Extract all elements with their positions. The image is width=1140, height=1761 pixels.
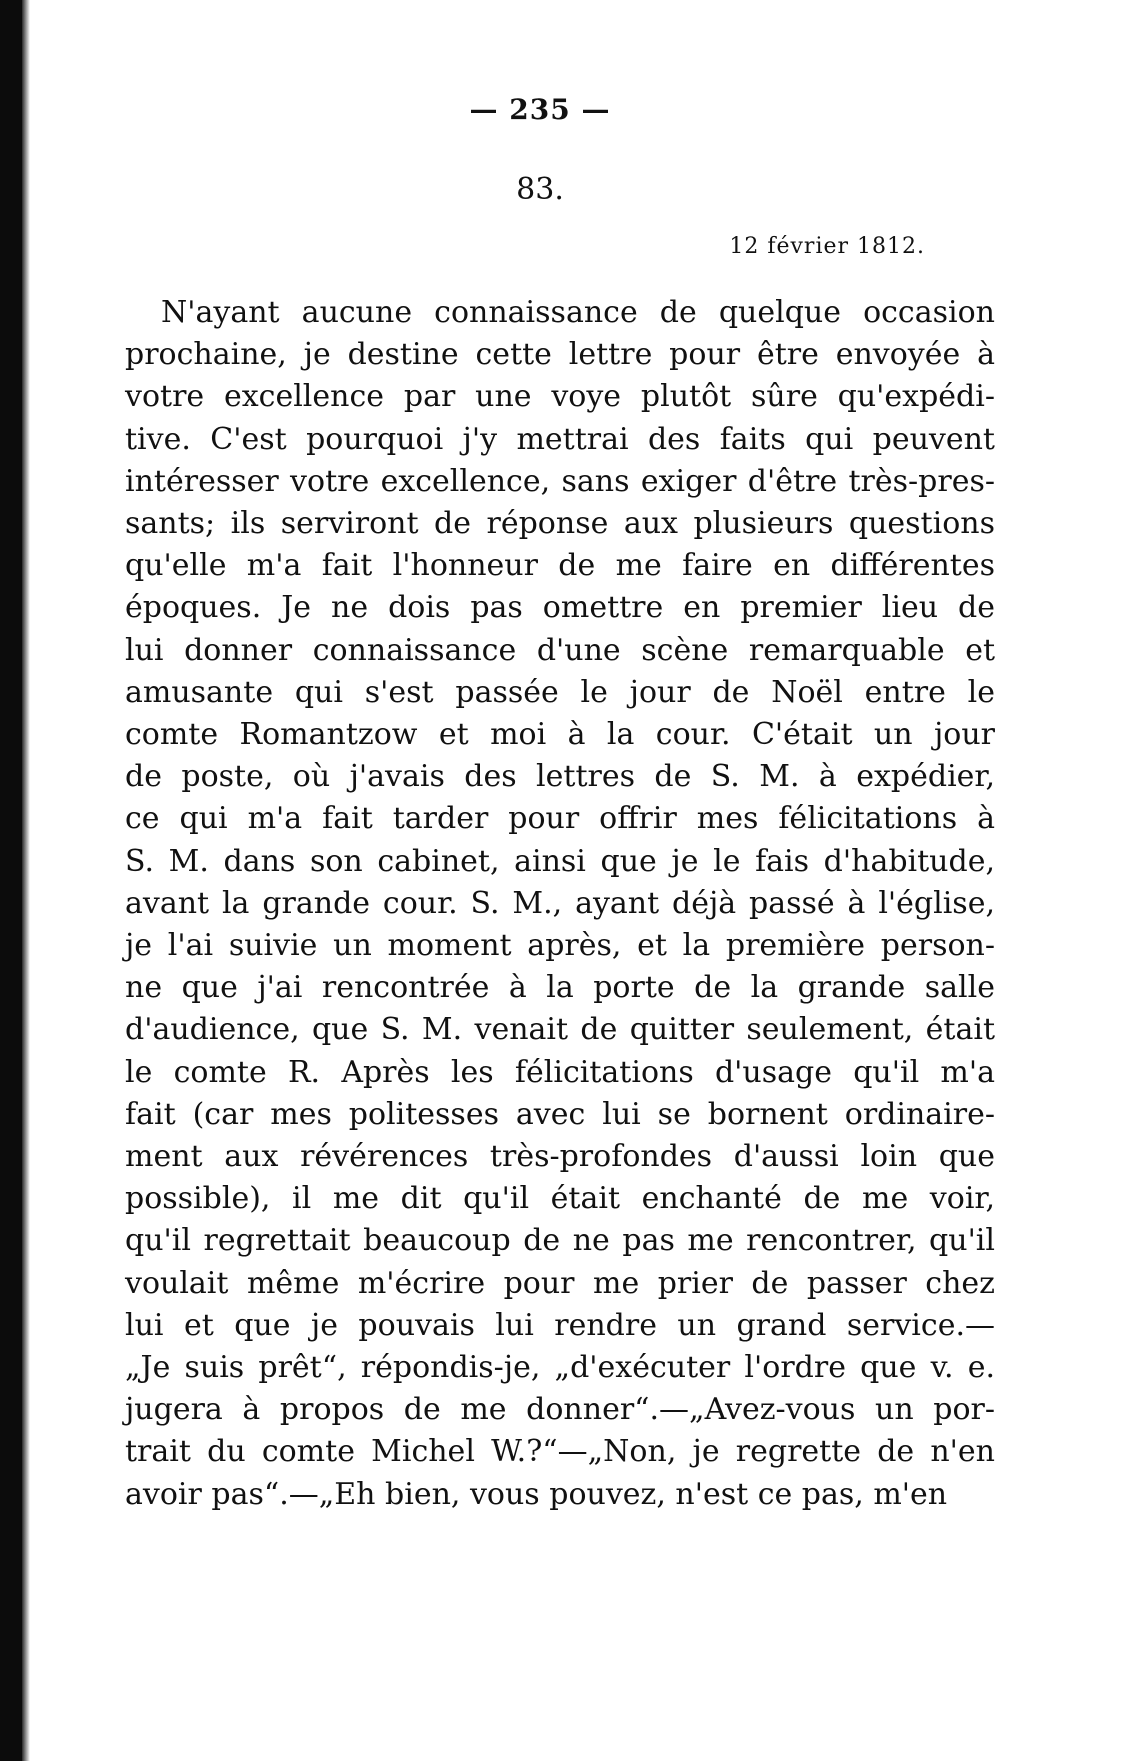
text-line: lui et que je pouvais lui rendre un grand service.— xyxy=(125,1307,995,1343)
letter-body xyxy=(125,292,995,1516)
text-line: ment aux révérences très-profondes d'aussi loin que xyxy=(125,1139,995,1175)
letter-date: 12 février 1812. xyxy=(729,234,925,259)
text-line: trait du comte Michel W.?“—„Non, je regrette de n'en xyxy=(125,1434,995,1470)
text-line: jugera à propos de me donner“.—„Avez-vous un por- xyxy=(125,1392,995,1428)
book-page xyxy=(125,90,995,1516)
text-line: S. M. dans son cabinet, ainsi que je le fais d'habitude, xyxy=(125,843,995,879)
text-line: „Je suis prêt“, répondis-je, „d'exécuter l'ordre que v. e. xyxy=(125,1350,995,1386)
scan-binding-shadow xyxy=(22,0,30,1761)
text-line: fait (car mes politesses avec lui se bornent ordinaire- xyxy=(125,1096,995,1132)
text-line: de poste, où j'avais des lettres de S. M. à expédier, xyxy=(125,759,995,795)
text-line: comte Romantzow et moi à la cour. C'était un jour xyxy=(125,717,995,753)
text-line: qu'il regrettait beaucoup de ne pas me rencontrer, qu'il xyxy=(125,1223,995,1259)
text-line: intéresser votre excellence, sans exiger d'être très-pres- xyxy=(125,463,995,499)
text-line: ne que j'ai rencontrée à la porte de la grande salle xyxy=(125,970,995,1006)
text-line: sants; ils serviront de réponse aux plusieurs questions xyxy=(125,506,995,542)
text-line: possible), il me dit qu'il était enchanté de me voir, xyxy=(125,1181,995,1217)
text-line: votre excellence par une voye plutôt sûre qu'expédi- xyxy=(125,379,995,415)
text-line: prochaine, je destine cette lettre pour être envoyée à xyxy=(125,337,995,373)
text-line: avant la grande cour. S. M., ayant déjà passé à l'église, xyxy=(125,885,995,921)
text-line: je l'ai suivie un moment après, et la première person- xyxy=(125,928,995,964)
scan-binding-edge xyxy=(0,0,22,1761)
text-line: voulait même m'écrire pour me prier de passer chez xyxy=(125,1265,995,1301)
text-line: d'audience, que S. M. venait de quitter seulement, était xyxy=(125,1012,995,1048)
letter-number: 83. xyxy=(516,172,564,207)
text-line: avoir pas“.—„Eh bien, vous pouvez, n'est ce pas, m'en xyxy=(125,1476,948,1512)
text-line: époques. Je ne dois pas omettre en premier lieu de xyxy=(125,590,995,626)
text-line: N'ayant aucune connaissance de quelque occasion xyxy=(161,295,995,330)
text-line: qu'elle m'a fait l'honneur de me faire en différentes xyxy=(125,548,995,584)
text-line: ce qui m'a fait tarder pour offrir mes félicitations à xyxy=(125,801,995,837)
text-line: tive. C'est pourquoi j'y mettrai des faits qui peuvent xyxy=(125,421,995,457)
page-number: — 235 — xyxy=(469,93,611,126)
text-line: le comte R. Après les félicitations d'usage qu'il m'a xyxy=(125,1054,995,1090)
text-line: lui donner connaissance d'une scène remarquable et xyxy=(125,632,995,668)
text-line: amusante qui s'est passée le jour de Noël entre le xyxy=(125,674,995,710)
